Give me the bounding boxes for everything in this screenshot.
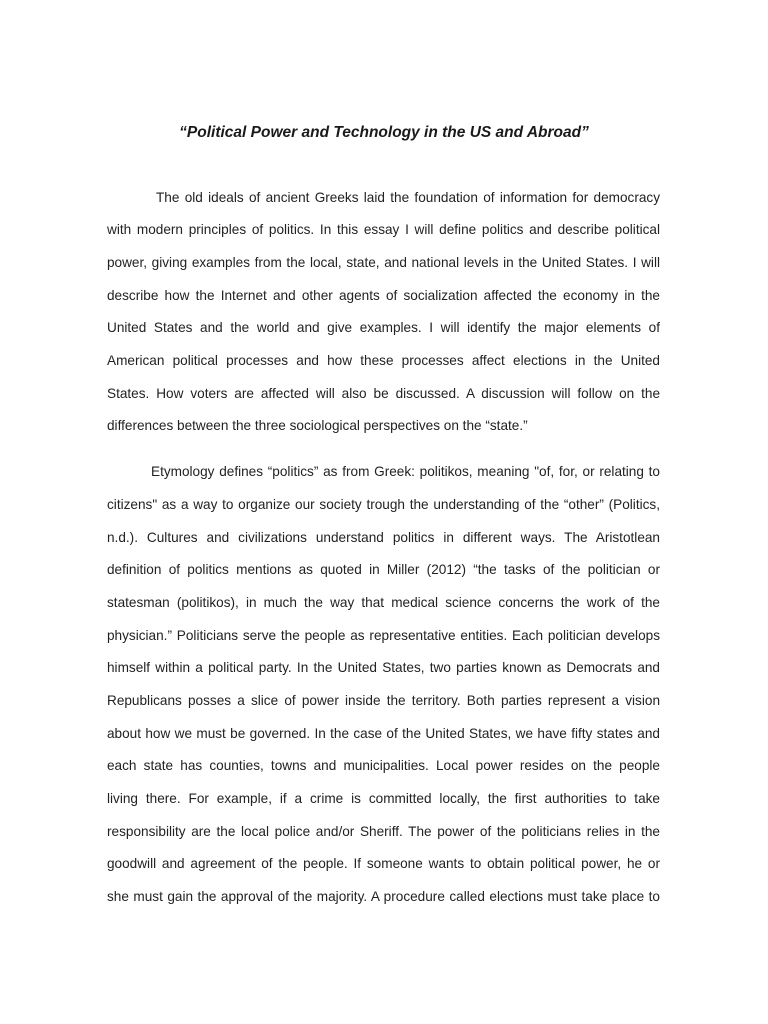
paragraph-2-line-14: she must gain the approval of the majority. A procedure called elections must take place to	[107, 889, 660, 904]
paragraph-2-line-5: statesman (politikos), in much the way that medical science concerns the work of the	[107, 595, 660, 610]
paragraph-1-line-2: with modern principles of politics. In this essay I will define politics and describe political	[107, 222, 660, 237]
paragraph-2-line-1: Etymology defines “politics” as from Greek: politikos, meaning "of, for, or relating to	[151, 464, 660, 479]
paragraph-2-line-9: about how we must be governed. In the case of the United States, we have fifty states and	[107, 726, 660, 741]
paragraph-2-line-12: responsibility are the local police and/or Sheriff. The power of the politicians relies in the	[107, 824, 660, 839]
paragraph-1-line-8: differences between the three sociological perspectives on the “state.”	[107, 418, 528, 433]
paragraph-2-line-4: definition of politics mentions as quoted in Miller (2012) “the tasks of the politician or	[107, 562, 660, 577]
paragraph-2-line-8: Republicans posses a slice of power inside the territory. Both parties represent a vision	[107, 693, 660, 708]
paragraph-2-line-13: goodwill and agreement of the people. If someone wants to obtain political power, he or	[107, 856, 660, 871]
paragraph-1-line-5: United States and the world and give examples. I will identify the major elements of	[107, 320, 660, 335]
paragraph-2-line-3: n.d.). Cultures and civilizations understand politics in different ways. The Aristotlean	[107, 530, 660, 545]
paragraph-1-line-3: power, giving examples from the local, state, and national levels in the United States. I will	[107, 255, 660, 270]
paragraph-2-line-11: living there. For example, if a crime is committed locally, the first authorities to take	[107, 791, 660, 806]
paragraph-2-line-2: citizens" as a way to organize our society trough the understanding of the “other” (Politics,	[107, 497, 660, 512]
paragraph-2-line-10: each state has counties, towns and municipalities. Local power resides on the people	[107, 758, 660, 773]
paragraph-1-line-6: American political processes and how these processes affect elections in the United	[107, 353, 660, 368]
paragraph-1-line-4: describe how the Internet and other agents of socialization affected the economy in the	[107, 288, 660, 303]
paragraph-2-line-7: himself within a political party. In the United States, two parties known as Democrats and	[107, 660, 660, 675]
document-title: “Political Power and Technology in the US and Abroad”	[179, 124, 589, 141]
paragraph-2-line-6: physician.” Politicians serve the people as representative entities. Each politician develops	[107, 628, 660, 643]
paragraph-1-line-7: States. How voters are affected will also be discussed. A discussion will follow on the	[107, 386, 660, 401]
paragraph-1-line-1: The old ideals of ancient Greeks laid the foundation of information for democracy	[156, 190, 660, 205]
